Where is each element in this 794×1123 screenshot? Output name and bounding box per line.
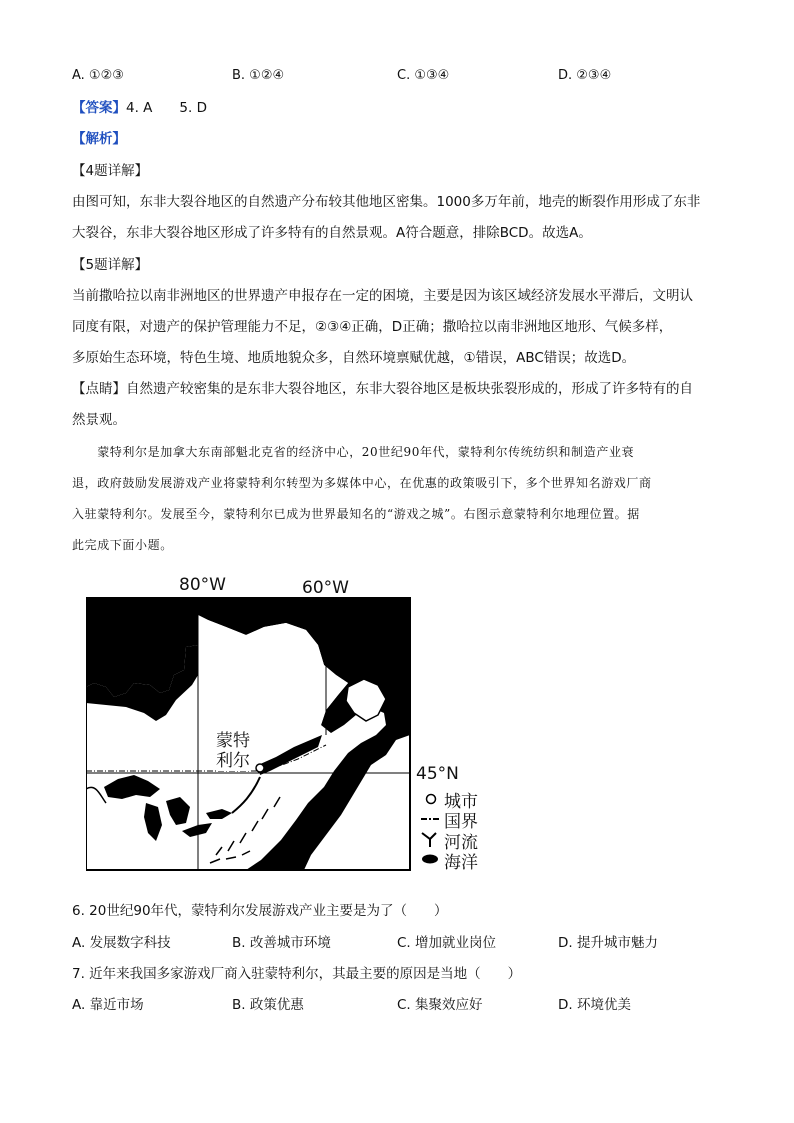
- q6-option-b: B. 改善城市环境: [232, 935, 331, 951]
- analysis-tag: 【解析】: [72, 131, 126, 147]
- prev-option-b: B. ①②④: [232, 68, 285, 83]
- q4-detail-line: 由图可知，东非大裂谷地区的自然遗产分布较其他地区密集。1000多万年前，地壳的断裂作用形成了东非: [72, 194, 701, 210]
- legend-border: 国界: [444, 812, 478, 832]
- q5-detail-line: 当前撒哈拉以南非洲地区的世界遗产申报存在一定的困境，主要是因为该区域经济发展水平滞后，文明认: [72, 288, 693, 304]
- passage-line: 此完成下面小题。: [72, 538, 173, 552]
- highlight-text: 自然遗产较密集的是东非大裂谷地区，东非大裂谷地区是板块张裂形成的，形成了许多特有的自: [126, 381, 693, 397]
- passage-line: 退，政府鼓励发展游戏产业将蒙特利尔转型为多媒体中心，在优惠的政策吸引下，多个世界知名游戏厂商: [72, 476, 652, 490]
- q4-detail-tag: 【4题详解】: [72, 163, 149, 179]
- q7-option-b: B. 政策优惠: [232, 997, 304, 1013]
- q6-option-d: D. 提升城市魅力: [558, 935, 658, 951]
- answer-tag: 【答案】: [72, 100, 126, 116]
- q5-detail-line: 多原始生态环境，特色生境、地质地貌众多，自然环境禀赋优越，①错误，ABC错误；故选D。: [72, 350, 636, 366]
- q6-option-c: C. 增加就业岗位: [397, 935, 497, 951]
- q7-option-c: C. 集聚效应好: [397, 997, 483, 1013]
- prev-option-a: A. ①②③: [72, 68, 124, 83]
- q7-option-d: D. 环境优美: [558, 997, 631, 1013]
- highlight-tag: 【点睛】: [72, 381, 126, 397]
- q4-detail-line: 大裂谷，东非大裂谷地区形成了许多特有的自然景观。A符合题意，排除BCD。故选A。: [72, 225, 592, 241]
- latitude-label-45n: 45°N: [416, 764, 459, 784]
- q4-detail-heading: [72, 161, 148, 181]
- analysis-heading: [72, 129, 126, 149]
- q6-option-a: A. 发展数字科技: [72, 935, 171, 951]
- q5-detail-heading: [72, 255, 148, 275]
- city-label: [216, 731, 250, 771]
- q5-detail-tag: 【5题详解】: [72, 257, 149, 273]
- montreal-city-marker: [256, 764, 264, 772]
- legend-ocean: 海洋: [444, 853, 478, 873]
- montreal-location-map: [86, 575, 506, 875]
- question-6-stem: 6. 20世纪90年代，蒙特利尔发展游戏产业主要是为了（ ）: [72, 903, 448, 919]
- highlight-line: [72, 379, 693, 399]
- passage-line: 蒙特利尔是加拿大东南部魁北克省的经济中心，20世纪90年代，蒙特利尔传统纺织和制造产业衰: [72, 445, 635, 459]
- map-graphic: [86, 575, 506, 875]
- question-7-stem: 7. 近年来我国多家游戏厂商入驻蒙特利尔，其最主要的原因是当地（ ）: [72, 966, 522, 982]
- legend-ocean-symbol: [422, 855, 438, 864]
- city-label-line: 利尔: [216, 751, 250, 771]
- legend-river-symbol: [422, 833, 436, 847]
- prev-option-d: D. ②③④: [558, 68, 612, 83]
- legend-river: 河流: [444, 833, 478, 853]
- legend-city-symbol: [427, 795, 436, 804]
- prev-option-c: C. ①③④: [397, 68, 450, 83]
- answer-text: 4. A 5. D: [126, 100, 207, 116]
- longitude-label-80w: 80°W: [179, 575, 226, 595]
- answer-line: [72, 98, 207, 118]
- legend-city: 城市: [444, 792, 478, 812]
- q7-option-a: A. 靠近市场: [72, 997, 144, 1013]
- q5-detail-line: 同度有限，对遗产的保护管理能力不足，②③④正确，D正确；撒哈拉以南非洲地区地形、气候多样，: [72, 319, 673, 335]
- city-label-line: 蒙特: [216, 731, 250, 751]
- reading-passage: [72, 437, 722, 561]
- passage-line: 入驻蒙特利尔。发展至今，蒙特利尔已成为世界最知名的“游戏之城”。右图示意蒙特利尔地理位置。据: [72, 507, 640, 521]
- highlight-line: 然景观。: [72, 412, 126, 428]
- longitude-label-60w: 60°W: [302, 578, 349, 598]
